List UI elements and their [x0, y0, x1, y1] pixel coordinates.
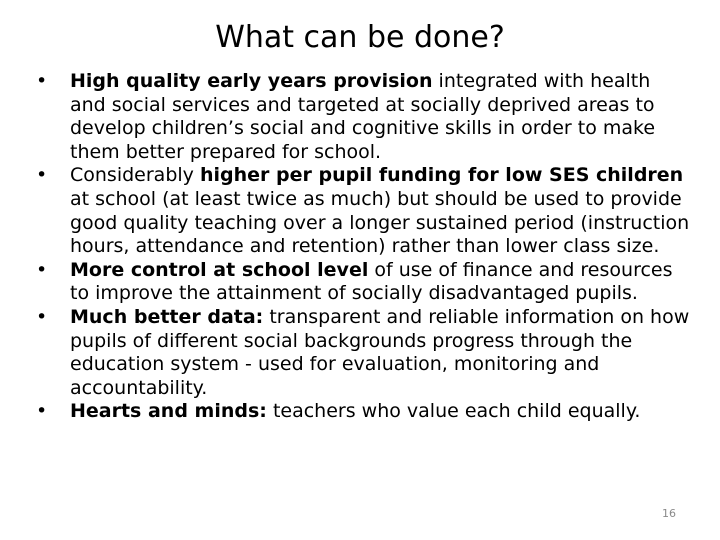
bullet-list — [36, 70, 690, 424]
bullet-text: at school (at least twice as much) but should be used to provide good quality teaching over a longer sustained period (instruction hours, attendance and retention) rather than lower class size. — [70, 187, 690, 258]
bullet-text: integrated with health and social services and targeted at socially deprived areas to develop children’s social and cognitive skills in order to make them better prepared for school. — [70, 70, 656, 163]
bullet-text: of use of finance and resources to improve the attainment of socially disadvantaged pupils. — [70, 258, 673, 305]
bullet-emphasis: Much better data: — [70, 305, 264, 328]
bullet-text: transparent and reliable information on how pupils of different social backgrounds progress through the education system - used for evaluation, monitoring and accountability. — [70, 305, 690, 399]
bullet-emphasis: High quality early years provision — [70, 70, 433, 92]
bullet-icon: • — [36, 258, 48, 281]
bullet-item-hearts-minds — [36, 400, 690, 424]
bullet-icon: • — [36, 305, 48, 328]
slide-title: What can be done? — [215, 20, 505, 55]
bullet-item-funding — [36, 164, 690, 258]
bullet-emphasis: More control at school level — [70, 258, 369, 281]
bullet-icon: • — [36, 70, 48, 92]
bullet-item-data — [36, 306, 690, 400]
bullet-lead-text: Considerably — [70, 164, 200, 187]
bullet-emphasis: Hearts and minds: — [70, 400, 267, 423]
bullet-item-school-control — [36, 259, 690, 306]
bullet-icon: • — [36, 164, 48, 187]
bullet-text: teachers who value each child equally. — [266, 400, 641, 423]
bullet-item-early-years — [36, 70, 690, 164]
page-number: 16 — [662, 507, 676, 520]
bullet-icon: • — [36, 400, 48, 423]
bullet-emphasis: higher per pupil funding for low SES children — [199, 164, 684, 187]
